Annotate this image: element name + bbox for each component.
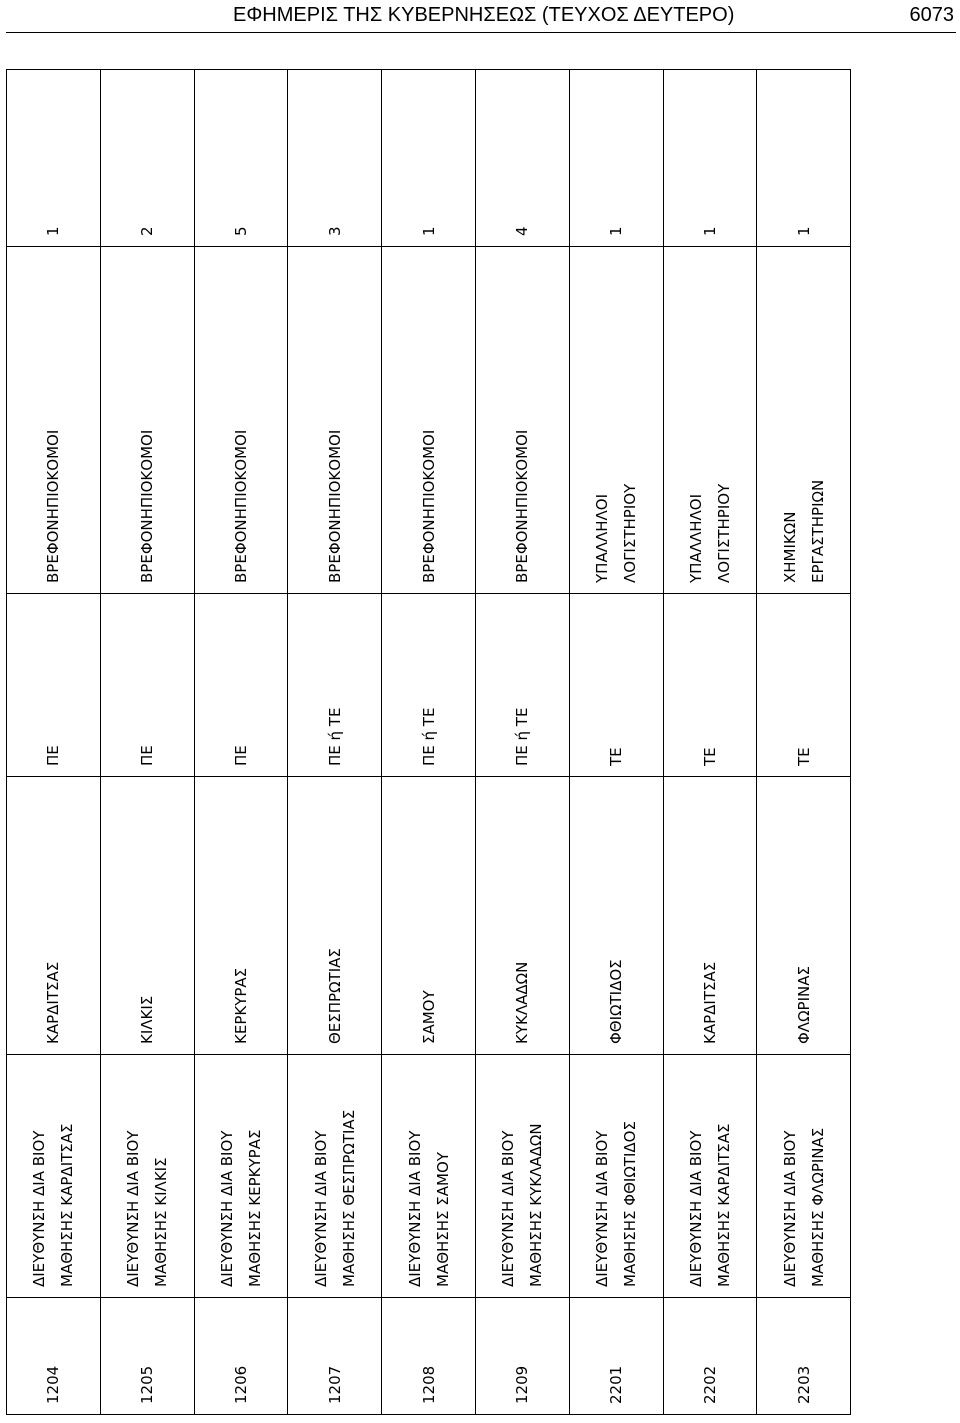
table-row [288,70,382,1415]
positions-count-cell: 1 [382,70,476,247]
table-body [7,70,851,1415]
regional-unit-cell: ΚΑΡΔΙΤΣΑΣ [663,777,757,1055]
specialty-cell: ΒΡΕΦΟΝΗΠΙΟΚΟΜΟΙ [194,247,288,594]
position-code-cell: 1207 [288,1298,382,1415]
positions-count-cell: 3 [288,70,382,247]
education-category-cell: ΤΕ [757,594,851,777]
position-code-cell: 2201 [569,1298,663,1415]
position-code-cell: 1208 [382,1298,476,1415]
education-category-cell: ΠΕ [194,594,288,777]
service-name-cell: ΔΙΕΥΘΥΝΣΗ ΔΙΑ ΒΙΟΥ ΜΑΘΗΣΗΣ ΚΙΛΚΙΣ [100,1055,194,1298]
regional-unit-cell: ΚΥΚΛΑΔΩΝ [475,777,569,1055]
education-category-cell: ΠΕ [7,594,101,777]
education-category-cell: ΤΕ [569,594,663,777]
table-row [7,70,101,1415]
gazette-title: ΕΦΗΜΕΡΙΣ ΤΗΣ ΚΥΒΕΡΝΗΣΕΩΣ (ΤΕΥΧΟΣ ΔΕΥΤΕΡΟ) [233,4,735,26]
positions-count-cell: 1 [7,70,101,247]
service-name-cell: ΔΙΕΥΘΥΝΣΗ ΔΙΑ ΒΙΟΥ ΜΑΘΗΣΗΣ ΚΥΚΛΑΔΩΝ [475,1055,569,1298]
education-category-cell: ΠΕ ή ΤΕ [475,594,569,777]
regional-unit-cell: ΚΑΡΔΙΤΣΑΣ [7,777,101,1055]
positions-count-cell: 1 [569,70,663,247]
specialty-cell: ΒΡΕΦΟΝΗΠΙΟΚΟΜΟΙ [382,247,476,594]
position-code-cell: 2202 [663,1298,757,1415]
service-name-cell: ΔΙΕΥΘΥΝΣΗ ΔΙΑ ΒΙΟΥ ΜΑΘΗΣΗΣ ΚΕΡΚΥΡΑΣ [194,1055,288,1298]
service-name-cell: ΔΙΕΥΘΥΝΣΗ ΔΙΑ ΒΙΟΥ ΜΑΘΗΣΗΣ ΚΑΡΔΙΤΣΑΣ [7,1055,101,1298]
service-name-cell: ΔΙΕΥΘΥΝΣΗ ΔΙΑ ΒΙΟΥ ΜΑΘΗΣΗΣ ΣΑΜΟΥ [382,1055,476,1298]
table-row [475,70,569,1415]
service-name-cell: ΔΙΕΥΘΥΝΣΗ ΔΙΑ ΒΙΟΥ ΜΑΘΗΣΗΣ ΘΕΣΠΡΩΤΙΑΣ [288,1055,382,1298]
service-name-cell: ΔΙΕΥΘΥΝΣΗ ΔΙΑ ΒΙΟΥ ΜΑΘΗΣΗΣ ΦΘΙΩΤΙΔΟΣ [569,1055,663,1298]
position-code-cell: 1209 [475,1298,569,1415]
education-category-cell: ΠΕ [100,594,194,777]
table-row [757,70,851,1415]
positions-count-cell: 4 [475,70,569,247]
education-category-cell: ΠΕ ή ΤΕ [288,594,382,777]
specialty-cell: ΒΡΕΦΟΝΗΠΙΟΚΟΜΟΙ [288,247,382,594]
specialty-cell: ΧΗΜΙΚΩΝ ΕΡΓΑΣΤΗΡΙΩΝ [757,247,851,594]
position-code-cell: 1204 [7,1298,101,1415]
page-header [0,0,960,34]
education-category-cell: ΤΕ [663,594,757,777]
specialty-cell: ΒΡΕΦΟΝΗΠΙΟΚΟΜΟΙ [7,247,101,594]
regional-unit-cell: ΚΕΡΚΥΡΑΣ [194,777,288,1055]
positions-table-rotated [6,70,851,1415]
table-row [382,70,476,1415]
specialty-cell: ΒΡΕΦΟΝΗΠΙΟΚΟΜΟΙ [100,247,194,594]
service-name-cell: ΔΙΕΥΘΥΝΣΗ ΔΙΑ ΒΙΟΥ ΜΑΘΗΣΗΣ ΦΛΩΡΙΝΑΣ [757,1055,851,1298]
regional-unit-cell: ΣΑΜΟΥ [382,777,476,1055]
position-code-cell: 1206 [194,1298,288,1415]
positions-count-cell: 2 [100,70,194,247]
page-number: 6073 [909,4,954,26]
regional-unit-cell: ΦΛΩΡΙΝΑΣ [757,777,851,1055]
specialty-cell: ΒΡΕΦΟΝΗΠΙΟΚΟΜΟΙ [475,247,569,594]
table-row [569,70,663,1415]
specialty-cell: ΥΠΑΛΛΗΛΟΙ ΛΟΓΙΣΤΗΡΙΟΥ [569,247,663,594]
specialty-cell: ΥΠΑΛΛΗΛΟΙ ΛΟΓΙΣΤΗΡΙΟΥ [663,247,757,594]
regional-unit-cell: ΘΕΣΠΡΩΤΙΑΣ [288,777,382,1055]
regional-unit-cell: ΦΘΙΩΤΙΔΟΣ [569,777,663,1055]
position-code-cell: 2203 [757,1298,851,1415]
positions-count-cell: 5 [194,70,288,247]
positions-count-cell: 1 [757,70,851,247]
table-row [194,70,288,1415]
table-row [663,70,757,1415]
regional-unit-cell: ΚΙΛΚΙΣ [100,777,194,1055]
positions-table [6,69,851,1415]
header-divider [6,32,956,33]
table-row [100,70,194,1415]
service-name-cell: ΔΙΕΥΘΥΝΣΗ ΔΙΑ ΒΙΟΥ ΜΑΘΗΣΗΣ ΚΑΡΔΙΤΣΑΣ [663,1055,757,1298]
education-category-cell: ΠΕ ή ΤΕ [382,594,476,777]
positions-count-cell: 1 [663,70,757,247]
position-code-cell: 1205 [100,1298,194,1415]
